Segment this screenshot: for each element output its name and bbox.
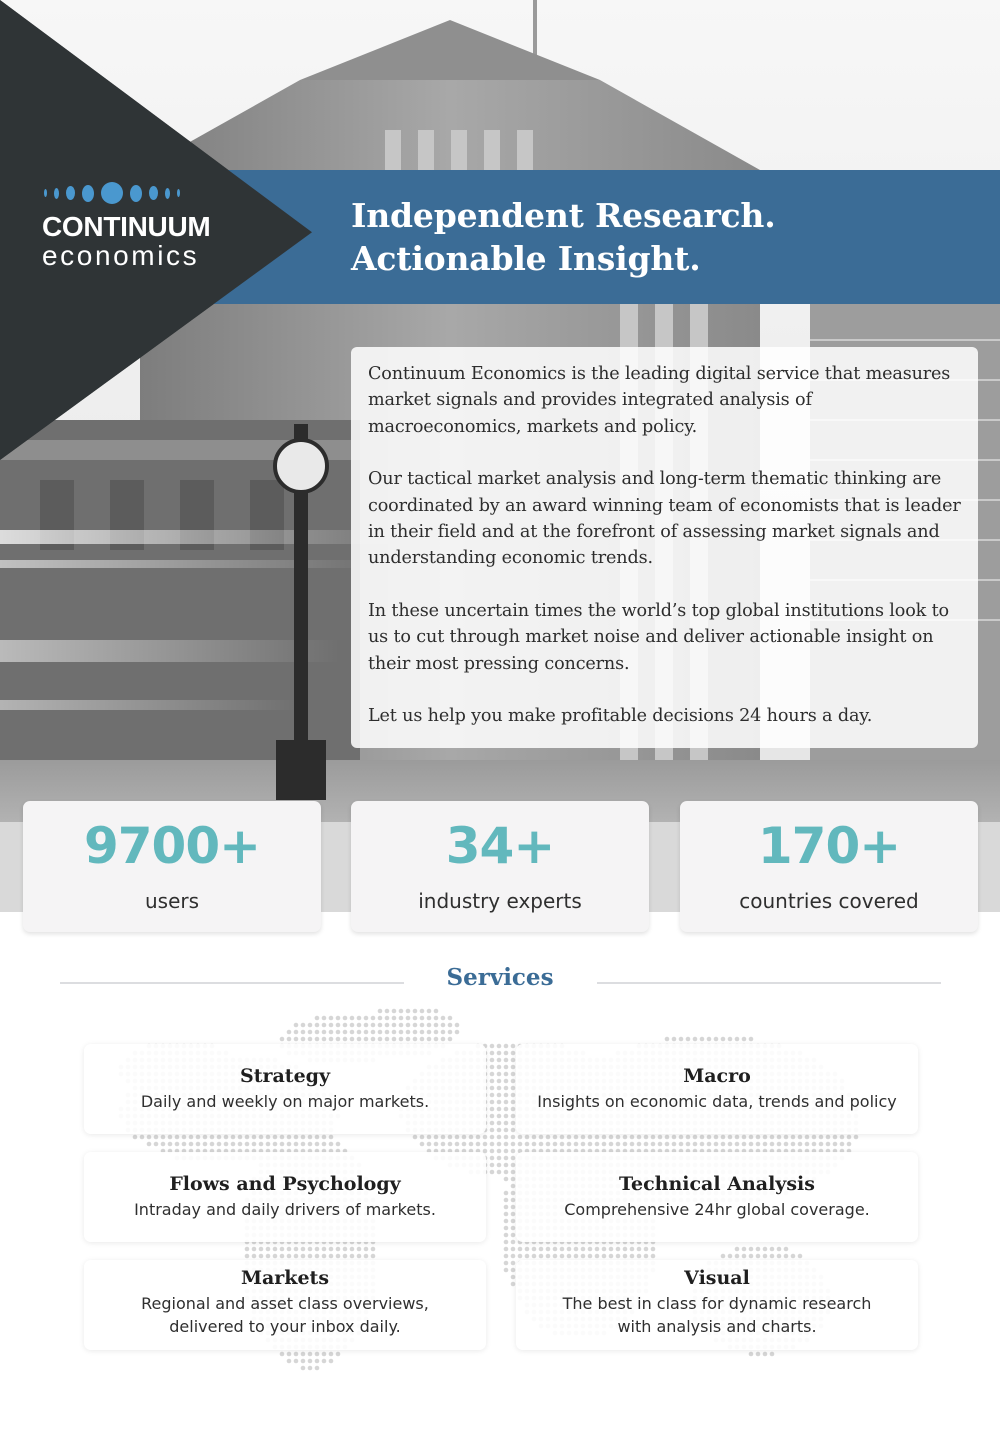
services-heading: Services — [446, 964, 554, 991]
service-title: Flows and Psychology — [169, 1173, 401, 1195]
service-title: Macro — [683, 1065, 751, 1087]
headline-line2: Actionable Insight. — [351, 239, 701, 278]
service-title: Technical Analysis — [619, 1173, 815, 1195]
intro-paragraph: Continuum Economics is the leading digital service that measures market signals and provides integrated analysis of macroeconomics, markets and policy. — [368, 364, 951, 437]
service-card-strategy — [84, 1044, 486, 1134]
intro-paragraph: Our tactical market analysis and long-term thematic thinking are coordinated by an award winning team of economists that is leader in their field and at the forefront of assessing market signals and understanding economic trends. — [368, 469, 961, 569]
service-card-visual — [516, 1260, 918, 1350]
logo-dots-icon — [44, 180, 222, 206]
stat-value: 170+ — [757, 817, 901, 875]
intro-paragraph: Let us help you make profitable decisions 24 hours a day. — [368, 706, 873, 727]
service-description: delivered to your inbox daily. — [169, 1317, 401, 1336]
intro-paragraph: In these uncertain times the world’s top global institutions look to us to cut through market noise and deliver actionable insight on their most pressing concerns. — [368, 600, 949, 674]
stat-label: countries covered — [739, 889, 919, 913]
service-description: The best in class for dynamic research — [562, 1294, 872, 1313]
service-title: Strategy — [239, 1065, 330, 1087]
service-description: Daily and weekly on major markets. — [140, 1092, 430, 1111]
company-logo — [42, 180, 222, 270]
stat-label: users — [144, 889, 200, 913]
headline-line1: Independent Research. — [351, 196, 776, 235]
stat-card-users — [23, 801, 321, 932]
service-description: with analysis and charts. — [617, 1317, 817, 1336]
service-description: Comprehensive 24hr global coverage. — [564, 1200, 870, 1219]
stat-card-experts — [351, 801, 649, 932]
stat-card-countries — [680, 801, 978, 932]
stat-value: 9700+ — [83, 817, 261, 875]
service-description: Insights on economic data, trends and policy — [537, 1092, 897, 1111]
stat-value: 34+ — [445, 817, 555, 875]
service-description: Intraday and daily drivers of markets. — [134, 1200, 436, 1219]
service-title: Visual — [684, 1267, 750, 1289]
logo-wordmark-line1: CONTINUUM — [42, 211, 211, 242]
stat-label: industry experts — [418, 889, 582, 913]
service-card-technical — [516, 1152, 918, 1242]
service-card-markets — [84, 1260, 486, 1350]
logo-wordmark-line2: economics — [42, 240, 200, 271]
service-card-flows — [84, 1152, 486, 1242]
service-description: Regional and asset class overviews, — [141, 1294, 429, 1313]
service-card-macro — [516, 1044, 918, 1134]
intro-card — [351, 347, 978, 748]
page-headline — [351, 194, 776, 280]
service-title: Markets — [240, 1267, 330, 1289]
